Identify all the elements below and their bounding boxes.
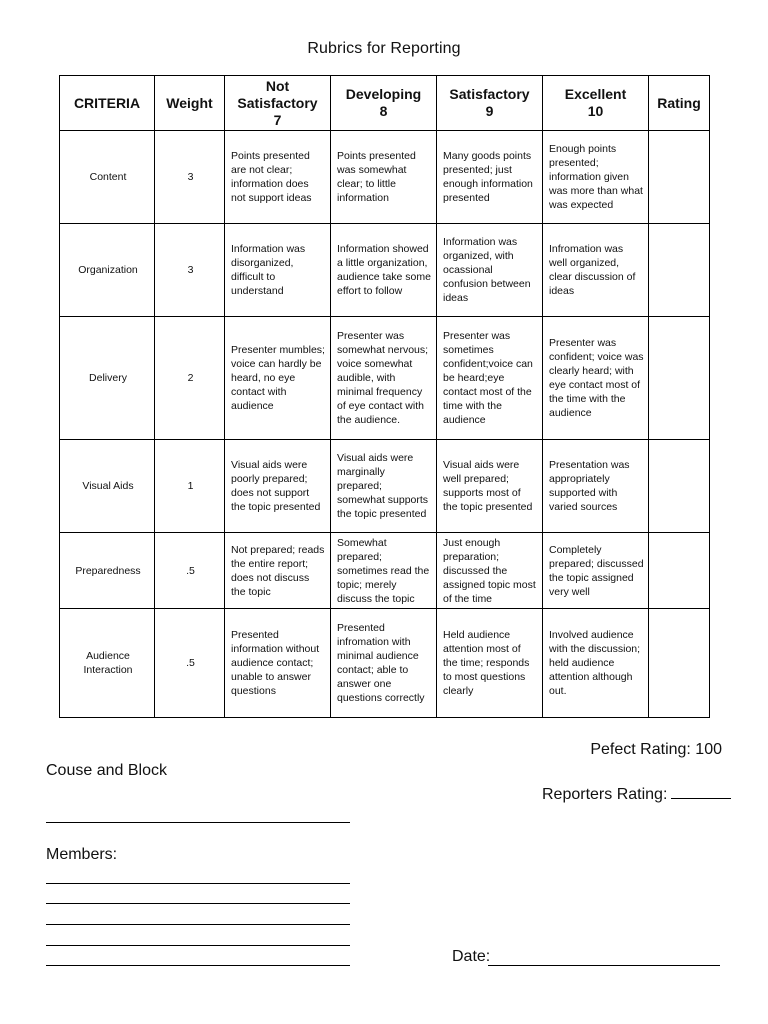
developing-cell: Presenter was somewhat nervous; voice somewhat audible, with minimal frequency of eye contact with the audience.	[331, 317, 437, 440]
developing-cell: Visual aids were marginally prepared; somewhat supports the topic presented	[331, 440, 437, 533]
excellent-cell: Completely prepared; discussed the topic assigned very well	[543, 533, 649, 609]
not-satisfactory-cell: Presenter mumbles; voice can hardly be heard, no eye contact with audience	[225, 317, 331, 440]
rating-cell	[649, 440, 710, 533]
member-line[interactable]	[46, 903, 350, 904]
developing-cell: Presented infromation with minimal audience contact; able to answer one questions correctly	[331, 609, 437, 718]
not-satisfactory-cell: Visual aids were poorly prepared; does not support the topic presented	[225, 440, 331, 533]
header-developing: Developing 8	[331, 76, 437, 131]
member-line[interactable]	[46, 883, 350, 884]
table-row	[60, 131, 710, 224]
table-row	[60, 533, 710, 609]
excellent-cell: Enough points presented; information given was more than what was expected	[543, 131, 649, 224]
header-weight: Weight	[155, 76, 225, 131]
developing-cell: Points presented was somewhat clear; to little information	[331, 131, 437, 224]
rating-cell	[649, 224, 710, 317]
not-satisfactory-cell: Points presented are not clear; information does not support ideas	[225, 131, 331, 224]
table-row	[60, 224, 710, 317]
weight-cell: .5	[155, 533, 225, 609]
criteria-cell: Delivery	[60, 317, 155, 440]
member-line[interactable]	[46, 924, 350, 925]
satisfactory-cell: Information was organized, with ocassional confusion between ideas	[437, 224, 543, 317]
criteria-cell: Visual Aids	[60, 440, 155, 533]
course-block-label: Couse and Block	[46, 762, 167, 779]
satisfactory-cell: Many goods points presented; just enough information presented	[437, 131, 543, 224]
weight-cell: 3	[155, 224, 225, 317]
not-satisfactory-cell: Information was disorganized, difficult to understand	[225, 224, 331, 317]
header-satisfactory: Satisfactory 9	[437, 76, 543, 131]
reporters-rating	[542, 784, 731, 804]
member-line[interactable]	[46, 945, 350, 946]
rubric-table	[59, 75, 710, 718]
page-title: Rubrics for Reporting	[307, 40, 461, 57]
excellent-cell: Infromation was well organized, clear discussion of ideas	[543, 224, 649, 317]
weight-cell: .5	[155, 609, 225, 718]
header-row	[60, 76, 710, 131]
excellent-cell: Presentation was appropriately supported with varied sources	[543, 440, 649, 533]
member-line[interactable]	[46, 965, 350, 966]
rating-cell	[649, 533, 710, 609]
criteria-cell: Preparedness	[60, 533, 155, 609]
header-excellent: Excellent 10	[543, 76, 649, 131]
satisfactory-cell: Visual aids were well prepared; supports most of the topic presented	[437, 440, 543, 533]
date-field[interactable]	[488, 965, 720, 966]
header-not-satisfactory: Not Satisfactory 7	[225, 76, 331, 131]
satisfactory-cell: Presenter was sometimes confident;voice can be heard;eye contact most of the time with the audience	[437, 317, 543, 440]
table-row	[60, 609, 710, 718]
course-block-field[interactable]	[46, 822, 350, 823]
satisfactory-cell: Just enough preparation; discussed the assigned topic most of the time	[437, 533, 543, 609]
table-row	[60, 317, 710, 440]
rating-cell	[649, 317, 710, 440]
date-label: Date:	[452, 948, 491, 965]
table-row	[60, 440, 710, 533]
header-rating: Rating	[649, 76, 710, 131]
criteria-cell: Content	[60, 131, 155, 224]
rating-cell	[649, 131, 710, 224]
developing-cell: Information showed a little organization, audience take some effort to follow	[331, 224, 437, 317]
members-label: Members:	[46, 846, 118, 863]
satisfactory-cell: Held audience attention most of the time; responds to most questions clearly	[437, 609, 543, 718]
reporters-rating-label: Reporters Rating:	[542, 786, 668, 803]
criteria-cell: Organization	[60, 224, 155, 317]
excellent-cell: Presenter was confident; voice was clearly heard; with eye contact most of the time with the audience	[543, 317, 649, 440]
weight-cell: 2	[155, 317, 225, 440]
criteria-cell: Audience Interaction	[60, 609, 155, 718]
perfect-rating: Pefect Rating: 100	[590, 741, 722, 758]
weight-cell: 1	[155, 440, 225, 533]
not-satisfactory-cell: Presented information without audience contact; unable to answer questions	[225, 609, 331, 718]
not-satisfactory-cell: Not prepared; reads the entire report; does not discuss the topic	[225, 533, 331, 609]
excellent-cell: Involved audience with the discussion; held audience attention although out.	[543, 609, 649, 718]
weight-cell: 3	[155, 131, 225, 224]
developing-cell: Somewhat prepared; sometimes read the topic; merely discuss the topic	[331, 533, 437, 609]
reporters-rating-field[interactable]	[671, 784, 731, 799]
rating-cell	[649, 609, 710, 718]
header-criteria: CRITERIA	[60, 76, 155, 131]
